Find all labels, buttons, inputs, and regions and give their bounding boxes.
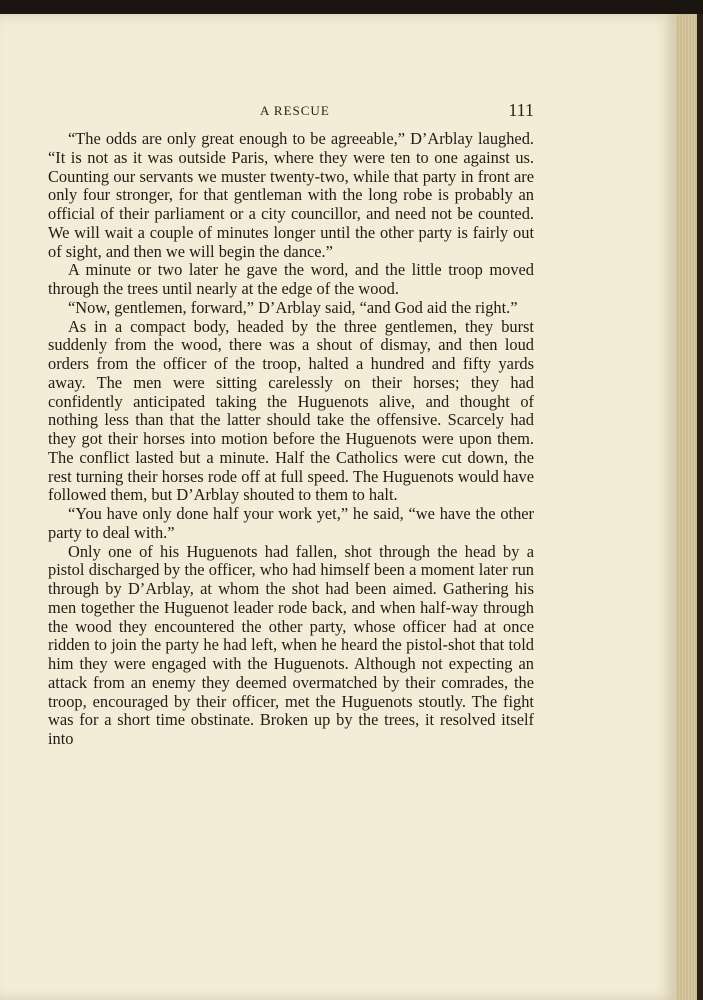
- paragraph: Only one of his Huguenots had fallen, shot through the head by a pistol discharged by the officer, who had himself been a moment later run through by D’Arblay, at whom the shot had been aimed. Gathering his men together the Huguenot leader rode back, and when half-way through the wood they encountered the other party, whose officer had at once ridden to join the party he had left, when he heard the pistol-shot that told him they were engaged with the Huguenots. Although not expecting an attack from an enemy they deemed overmatched by their comrades, the troop, encouraged by their officer, met the Huguenots stoutly. The fight was for a short time obstinate. Broken up by the trees, it resolved itself into: [48, 541, 534, 748]
- page-header: [48, 100, 534, 124]
- paragraph: “You have only done half your work yet,” he said, “we have the other party to deal with.”: [48, 504, 534, 542]
- page-number: 111: [508, 100, 534, 120]
- body-text: [48, 130, 534, 749]
- paragraph: As in a compact body, headed by the three gentlemen, they burst suddenly from the wood, there was a shout of dismay, and then loud orders from the officer of the troop, halted a hundred and fifty yards away. The men were sitting carelessly on their horses; they had confidently anticipated taking the Huguenots alive, and thought of nothing less than that the latter should take the offensive. Scarcely had they got their horses into motion before the Huguenots were upon them. The conflict lasted but a minute. Half the Catholics were cut down, the rest turning their horses rode off at full speed. The Huguenots would have followed them, but D’Arblay shouted to them to halt.: [48, 316, 534, 505]
- book-spine: [697, 14, 703, 1000]
- paragraph: “The odds are only great enough to be agreeable,” D’Arblay laughed. “It is not as it was outside Paris, where they were ten to one against us. Counting our servants we muster twenty-two, while that party in front are only four stronger, for that gentleman with the long robe is probably an official of their parliament or a city councillor, and need not be counted. We will wait a couple of minutes longer until the other party is fairly out of sight, and then we will begin the dance.”: [48, 129, 534, 261]
- running-head: A RESCUE: [260, 103, 330, 118]
- paragraph: A minute or two later he gave the word, and the little troop moved through the trees until nearly at the edge of the wood.: [48, 260, 534, 298]
- paragraph: “Now, gentlemen, forward,” D’Arblay said, “and God aid the right.”: [68, 297, 518, 317]
